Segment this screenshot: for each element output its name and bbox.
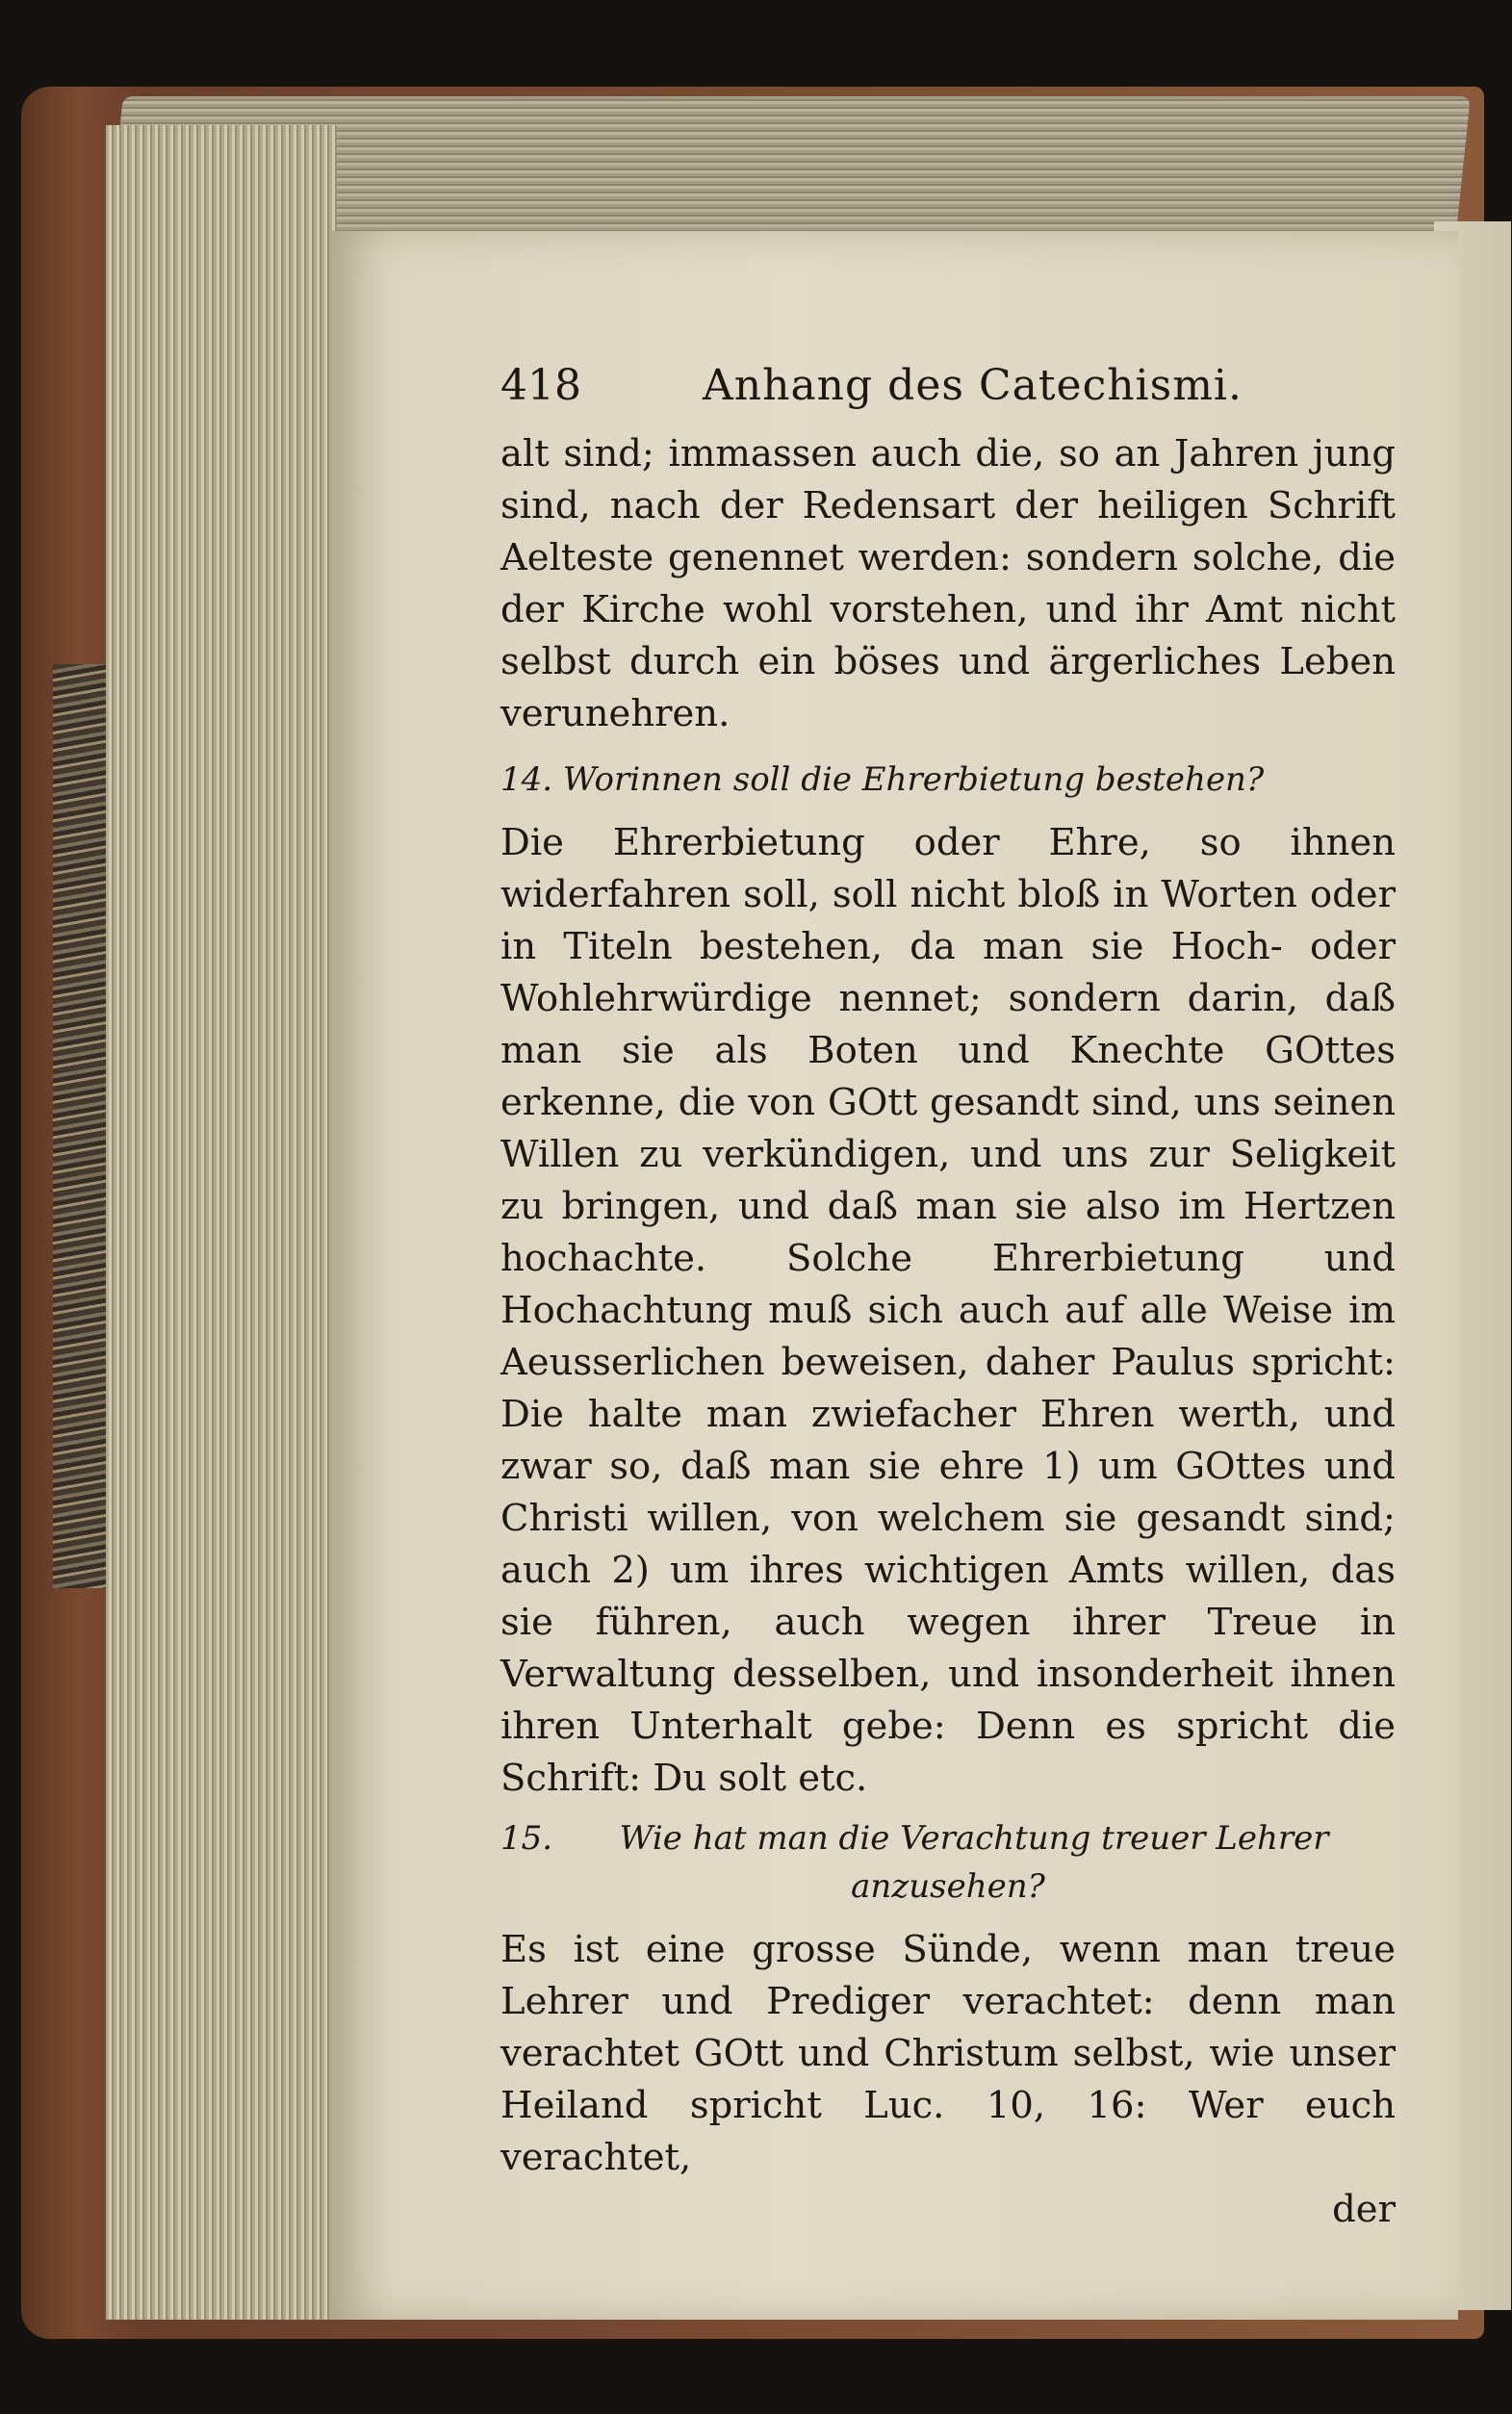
page-number: 418	[500, 361, 581, 410]
question-number: 14.	[500, 760, 553, 799]
question-14	[500, 756, 1396, 804]
question-text: Worinnen soll die Ehrerbietung bestehen?	[562, 760, 1265, 799]
question-number: 15.	[500, 1819, 553, 1858]
running-head	[500, 342, 1396, 428]
catchword: der	[1332, 2188, 1396, 2231]
question-15	[500, 1814, 1396, 1911]
answer-14: Die Ehrerbietung oder Ehre, so ihnen widerfahren soll, soll nicht bloß in Worten oder in Titeln bestehen, da man sie Hoch- oder Wohlehrwürdige nennet; sondern darin, daß man sie als Boten und Knechte GOttes erkenne, die von GOtt gesandt sind, uns seinen Willen zu verkündigen, und uns zur Seligkeit zu bringen, und daß man sie also im Hertzen hochachte. Solche Ehrerbietung und Hochachtung muß sich auch auf alle Weise im Aeusserlichen beweisen, daher Paulus spricht: Die halte man zwiefacher Ehren werth, und zwar so, daß man sie ehre 1) um GOttes und Christi willen, von welchem sie gesandt sind; auch 2) um ihres wichtigen Amts willen, das sie führen, auch wegen ihrer Treue in Verwaltung desselben, und insonderheit ihnen ihren Unterhalt gebe: Denn es spricht die Schrift: Du solt etc.	[500, 821, 1396, 1800]
running-title: Anhang des Catechismi.	[703, 361, 1243, 410]
paragraph-continuation: alt sind; immassen auch die, so an Jahren jung sind, nach der Redensart der heiligen Schrift Aelteste genennet werden: sondern solche, die der Kirche wohl vorstehen, und ihr Amt nicht selbst durch ein böses und ärgerliches Leben verunehren.	[500, 432, 1396, 735]
page-text	[500, 342, 1396, 2236]
page-block-side-edge	[106, 125, 337, 2320]
question-text: Wie hat man die Verachtung treuer Lehrer anzusehen?	[619, 1819, 1329, 1906]
answer-15: Es ist eine grosse Sünde, wenn man treue Lehrer und Prediger verachtet: denn man verachtet GOtt und Christum selbst, wie unser Heiland spricht Luc. 10, 16: Wer euch verachtet,	[500, 1928, 1396, 2179]
